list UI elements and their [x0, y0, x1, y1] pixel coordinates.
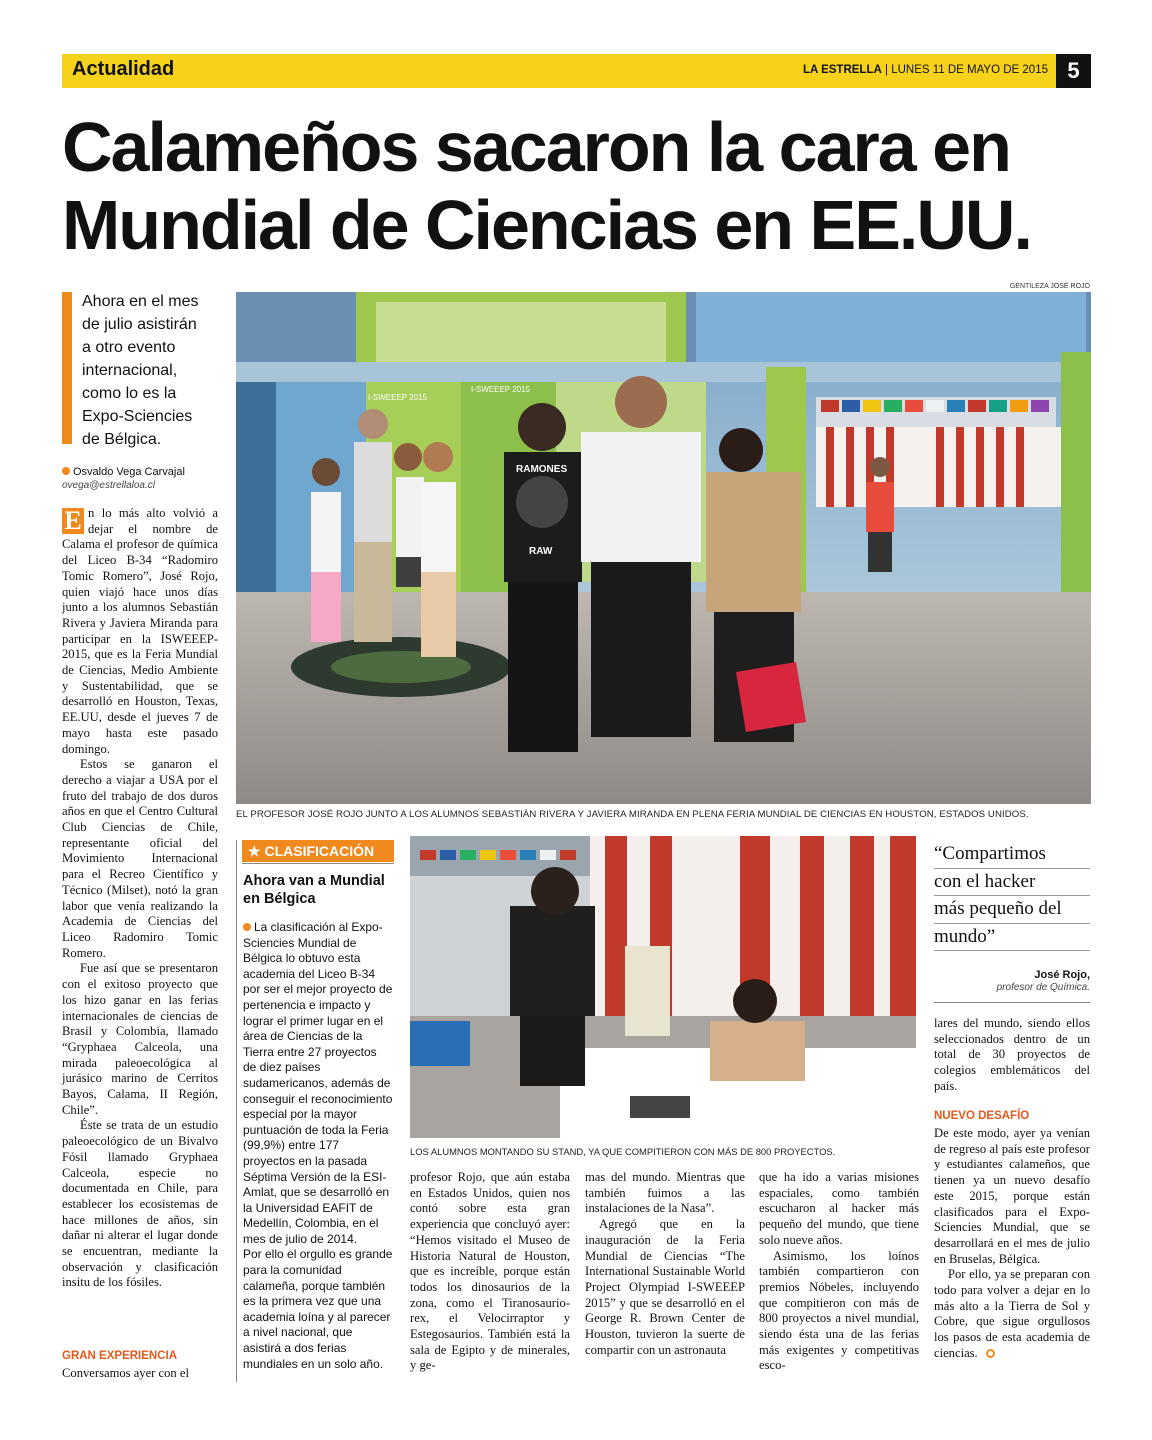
subhead-gran-experiencia: GRAN EXPERIENCIA — [62, 1350, 178, 1362]
shirt-print-bottom: RAW — [529, 546, 553, 557]
shirt-print-top: RAMONES — [516, 464, 568, 475]
main-photo-image — [236, 292, 1091, 804]
secondary-photo-caption: LOS ALUMNOS MONTANDO SU STAND, YA QUE COMPITIERON CON MÁS DE 800 PROYECTOS. — [410, 1146, 836, 1157]
deck-line: de julio asistirán — [82, 316, 197, 333]
body-paragraph: Agregó que en la inauguración de la Feria Mundial de Ciencias “The International Sustainable World Project Olympiad I-SWEEEP 2015” y que se desarrolló en el George R. Brown Center de Houston, tuvieron la suerte de compartir con un astronauta — [585, 1217, 745, 1357]
body-paragraph: Éste se trata de un estudio paleoecológico de un Bivalvo Fósil llamado Gryphaea Calceola, especie no documentada en Chile, para establecer los ecosistemas de hace millones de años, sin dañar ni alterar el lugar donde se encuentran, mediante la observación y clasificación insitu de los fósiles. — [62, 1118, 218, 1290]
quote-rule — [934, 1002, 1090, 1003]
deck-line: Ahora en el mes — [82, 293, 199, 310]
sidebar-rule — [242, 863, 394, 864]
quote-line: más pequeño del — [934, 896, 1090, 924]
quote-author: José Rojo, — [1034, 969, 1090, 981]
photo-credit: GENTILEZA JOSÉ ROJO — [1009, 283, 1090, 290]
deck-line: internacional, — [82, 362, 178, 379]
masthead — [803, 64, 1048, 76]
deck — [82, 290, 232, 451]
bullet-dot-icon — [62, 467, 70, 475]
issue-date: LUNES 11 DE MAYO DE 2015 — [891, 64, 1048, 76]
secondary-photo — [410, 836, 916, 1138]
body-paragraph-text: Conversamos ayer con el — [62, 1366, 189, 1380]
sidebar-headline: Ahora van a Mundial en Bélgica — [243, 873, 385, 907]
body-paragraph-text: Por ello, ya se preparan con todo para volver a dejar en lo más alto a la Tierra de Sol y Cobre, que sigue orgullosos los pasos de esta academia de ciencias. — [934, 1267, 1090, 1360]
body-column-4 — [585, 1170, 745, 1358]
byline — [62, 466, 232, 478]
column-rule — [236, 840, 237, 1382]
body-column-6b — [934, 1126, 1090, 1362]
sidebar-body — [243, 920, 393, 1372]
sign-sweeep-left: I-SWEEEP 2015 — [368, 393, 427, 402]
quote-line: “Compartimos — [934, 841, 1090, 869]
deck-line: Expo-Sciencies — [82, 408, 193, 425]
sign-sweeep-mid: I-SWEEEP 2015 — [471, 385, 530, 394]
body-paragraph: Estos se ganaron el derecho a viajar a USA por el fruto del trabajo de dos duros años en que el Centro Cultural Club Ciencias de Chile, representante oficial del Movimiento Internacional para el Recreo Científico y Técnico (Milset), notó la gran labor que venía realizando la Academia de Ciencias del Liceo Radomiro Tomic Romero. — [62, 757, 218, 960]
subhead-nuevo-desafio: NUEVO DESAFÍO — [934, 1110, 1030, 1122]
star-icon: ★ — [248, 843, 261, 859]
headline-line-2: Mundial de Ciencias en EE.UU. — [62, 186, 1031, 264]
body-paragraph: Fue así que se presentaron con el exitoso proyecto que los hizo ganar en las ferias internacionales de ciencias de Brasil y Colombia, llamado “Gryphaea Calceola, una mirada paleoecológica al jurásico marino de Cerritos Bayos, Calama, II Región, Chile”. — [62, 961, 218, 1117]
body-paragraph: lares del mundo, siendo ellos seleccionados dentro de un total de 30 proyectos de colegios emblemáticos del país. — [934, 1016, 1090, 1093]
body-paragraph: n lo más alto volvió a dejar el nombre de Calama el profesor de química del Liceo B-34 “Radomiro Tomic Romero”, José Rojo, quien viajó hace unos días junto a los alumnos Sebastián Rivera y Javiera Miranda para participar en la ISWEEEP-2015, que es la Feria Mundial de Ciencias, Medio Ambiente y Sustentabilidad, que se desarrolló en Houston, Texas, EE.UU, desde el jueves 7 de mayo hasta este pasado domingo. — [62, 506, 218, 756]
masthead-separator: | — [884, 64, 888, 76]
deck-accent-bar — [62, 292, 72, 444]
body-column-1 — [62, 506, 218, 1291]
sidebar-paragraph: La clasificación al Expo-Sciencies Mundial de Bélgica lo obtuvo esta academia del Liceo B-34 por ser el mejor proyecto de pertenencia e impacto y lograr el primer lugar en el área de Ciencias de la Tierra entre 27 proyectos de diez países sudamericanos, además de conseguir el reconocimiento especial por la mayor puntuación de toda la Feria (99,9%) entre 177 proyectos en la pasada Séptima Versión de la ESI-Amlat, que se desarrolló en la Universidad EAFIT de Medellín, Colombia, en el mes de julio de 2014. — [243, 920, 393, 1246]
deck-line: como lo es la — [82, 385, 177, 402]
drop-cap: E — [62, 508, 84, 534]
section-label: Actualidad — [72, 58, 175, 80]
sidebar-paragraph: Por ello el orgullo es grande para la comunidad calameña, porque también es la primera vez que una academia loína y al parecer a nivel nacional, que asistirá a dos ferias mundiales en un solo año. — [243, 1247, 393, 1371]
quote-line: con el hacker — [934, 869, 1090, 897]
bullet-dot-icon — [243, 923, 251, 931]
body-column-6 — [934, 1016, 1090, 1095]
main-photo — [236, 292, 1091, 804]
body-column-3 — [410, 1170, 570, 1374]
end-mark-icon — [986, 1349, 995, 1358]
body-paragraph — [62, 1366, 218, 1382]
deck-line: de Bélgica. — [82, 431, 162, 448]
quote-line: mundo” — [934, 924, 1090, 952]
body-paragraph — [934, 1267, 1090, 1361]
body-paragraph: De este modo, ayer ya venían de regreso al país este profesor y estudiantes calameños, que tienen ya un nuevo desafío este 2015, porque están clasificados para el Expo-Sciencies Mundial, que se desarrollará en el mes de julio en Bruselas, Bélgica. — [934, 1126, 1090, 1266]
pull-quote — [934, 841, 1090, 951]
main-photo-caption: EL PROFESOR JOSÉ ROJO JUNTO A LOS ALUMNOS SEBASTIÁN RIVERA Y JAVIERA MIRANDA EN PLENA FERIA MUNDIAL DE CIENCIAS EN HOUSTON, ESTADOS UNIDOS. — [236, 809, 1029, 820]
headline-line-1: Calameños sacaron la cara en — [62, 108, 1010, 186]
paper-name: LA ESTRELLA — [802, 64, 882, 76]
body-paragraph: mas del mundo. Mientras que también fuimos a las instalaciones de la Nasa”. — [585, 1170, 745, 1216]
page-number: 5 — [1056, 54, 1091, 88]
body-paragraph: profesor Rojo, que aún estaba en Estados Unidos, quien nos contó sobre esta gran experiencia que concluyó ayer: “Hemos visitado el Museo de Historia Natural de Houston, que es increíble, porque están todos los dinosaurios de la zona, como el Tiranosaurio-rex, el Velocirraptor y Estegosaurios. También está la sala de Egipto y de minerales, y ge- — [410, 1170, 570, 1373]
secondary-photo-image — [410, 836, 916, 1138]
quote-role: profesor de Química. — [996, 982, 1090, 993]
headline — [62, 108, 1102, 264]
body-paragraph: Asimismo, los loínos también compartieron con premios Nóbeles, incluyendo que compitieron con más de 800 proyectos a nivel mundial, siendo ésta una de las ferias más exigentes y competitivas esco- — [759, 1248, 919, 1373]
body-paragraph: que ha ido a varias misiones espaciales, como también escucharon al hacker más pequeño del mundo, que tiene solo nueve años. — [759, 1170, 919, 1247]
clasificacion-label-text: CLASIFICACIÓN — [264, 843, 375, 859]
deck-line: a otro evento — [82, 339, 176, 356]
clasificacion-label — [248, 843, 374, 860]
byline-author: Osvaldo Vega Carvajal — [73, 466, 185, 478]
byline-email: ovega@estrellaloa.cl — [62, 480, 155, 491]
body-column-5 — [759, 1170, 919, 1374]
